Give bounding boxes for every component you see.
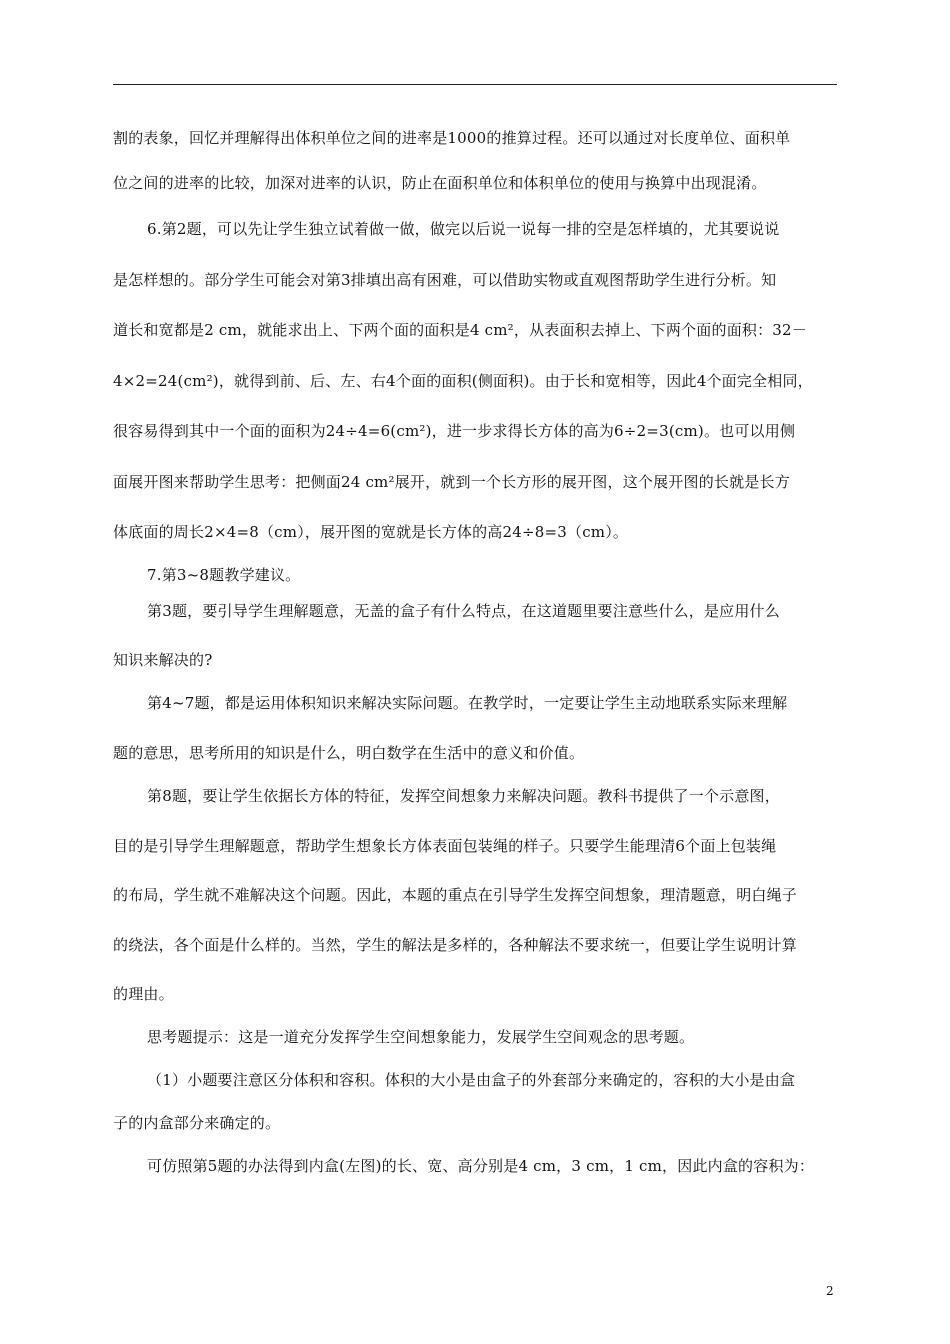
body-text-line: 很容易得到其中一个面的面积为24÷4=6(cm²)，进一步求得长方体的高为6÷2=3(cm)。也可以用侧: [113, 422, 796, 440]
body-text-line: 子的内盒部分来确定的。: [113, 1114, 281, 1132]
body-text-line: 体底面的周长2×4=8（cm），展开图的宽就是长方体的高24÷8=3（cm）。: [113, 523, 629, 541]
body-text-line: （1）小题要注意区分体积和容积。体积的大小是由盒子的外套部分来确定的，容积的大小是由盒: [147, 1071, 796, 1089]
page-number: 2: [826, 1284, 834, 1298]
body-text-line: 可仿照第5题的办法得到内盒(左图)的长、宽、高分别是4 cm，3 cm，1 cm，因此内盒的容积为：: [147, 1157, 815, 1175]
body-text-line: 7.第3~8题教学建议。: [147, 566, 301, 584]
body-text-line: 的绕法，各个面是什么样的。当然，学生的解法是多样的，各种解法不要求统一，但要让学生说明计算: [113, 936, 798, 954]
body-text-line: 题的意思，思考所用的知识是什么，明白数学在生活中的意义和价值。: [113, 744, 585, 762]
body-text-line: 目的是引导学生理解题意，帮助学生想象长方体表面包装绳的样子。只要学生能理清6个面上包装绳: [113, 837, 777, 855]
body-text-line: 4×2=24(cm²)，就得到前、后、左、右4个面的面积(侧面积)。由于长和宽相等，因此4个面完全相同，: [113, 372, 813, 390]
body-text-line: 面展开图来帮助学生思考：把侧面24 cm²展开，就到一个长方形的展开图，这个展开图的长就是长方: [113, 473, 790, 491]
body-text-line: 第4~7题，都是运用体积知识来解决实际问题。在教学时，一定要让学生主动地联系实际来理解: [147, 694, 788, 712]
body-text-line: 思考题提示：这是一道充分发挥学生空间想象能力，发展学生空间观念的思考题。: [147, 1028, 695, 1046]
body-text-line: 的布局，学生就不难解决这个问题。因此，本题的重点在引导学生发挥空间想象，理清题意，明白绳子: [113, 886, 798, 904]
body-text-line: 的理由。: [113, 985, 174, 1003]
body-text-line: 第8题，要让学生依据长方体的特征，发挥空间想象力来解决问题。教科书提供了一个示意图，: [147, 787, 780, 805]
body-text-line: 道长和宽都是2 cm，就能求出上、下两个面的面积是4 cm²，从表面积去掉上、下两个面的面积：32－: [113, 321, 807, 339]
body-text-line: 位之间的进率的比较，加深对进率的认识，防止在面积单位和体积单位的使用与换算中出现混淆。: [113, 174, 767, 192]
body-text-line: 是怎样想的。部分学生可能会对第3排填出高有困难，可以借助实物或直观图帮助学生进行分析。知: [113, 271, 777, 289]
body-text-line: 割的表象，回忆并理解得出体积单位之间的进率是1000的推算过程。还可以通过对长度单位、面积单: [113, 129, 791, 147]
header-rule: [113, 84, 837, 85]
body-text-line: 第3题，要引导学生理解题意，无盖的盒子有什么特点，在这道题里要注意些什么，是应用什么: [147, 602, 780, 620]
body-text-line: 6.第2题，可以先让学生独立试着做一做，做完以后说一说每一排的空是怎样填的，尤其要说说: [147, 220, 780, 238]
body-text-line: 知识来解决的?: [113, 651, 213, 669]
